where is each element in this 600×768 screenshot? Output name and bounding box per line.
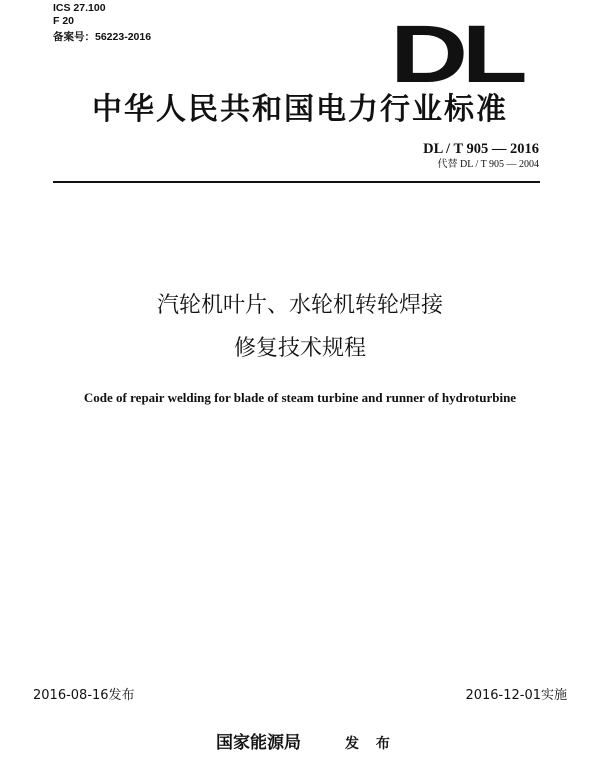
ics-code: ICS 27.100 <box>53 2 106 14</box>
dl-logo: DL <box>390 9 522 100</box>
header-divider <box>53 181 540 183</box>
publish-label: 发 布 <box>345 736 396 752</box>
issuing-authority-title: 中华人民共和国电力行业标准 <box>92 92 508 127</box>
replaced-standard: 代替 DL / T 905 — 2004 <box>437 159 539 170</box>
title-zh-line-2: 修复技术规程 <box>233 336 366 361</box>
effective-date: 2016-12-01实施 <box>465 688 567 703</box>
classification-code: F 20 <box>53 15 75 27</box>
standard-number: DL / T 905 — 2016 <box>423 141 539 157</box>
publisher-name: 国家能源局 <box>216 733 301 753</box>
title-english: Code of repair welding for blade of steam turbine and runner of hydroturbine <box>83 390 517 405</box>
issue-date: 2016-08-16发布 <box>33 688 135 703</box>
title-zh-line-1: 汽轮机叶片、水轮机转轮焊接 <box>156 293 443 318</box>
record-number: 备案号：56223-2016 <box>53 31 152 43</box>
